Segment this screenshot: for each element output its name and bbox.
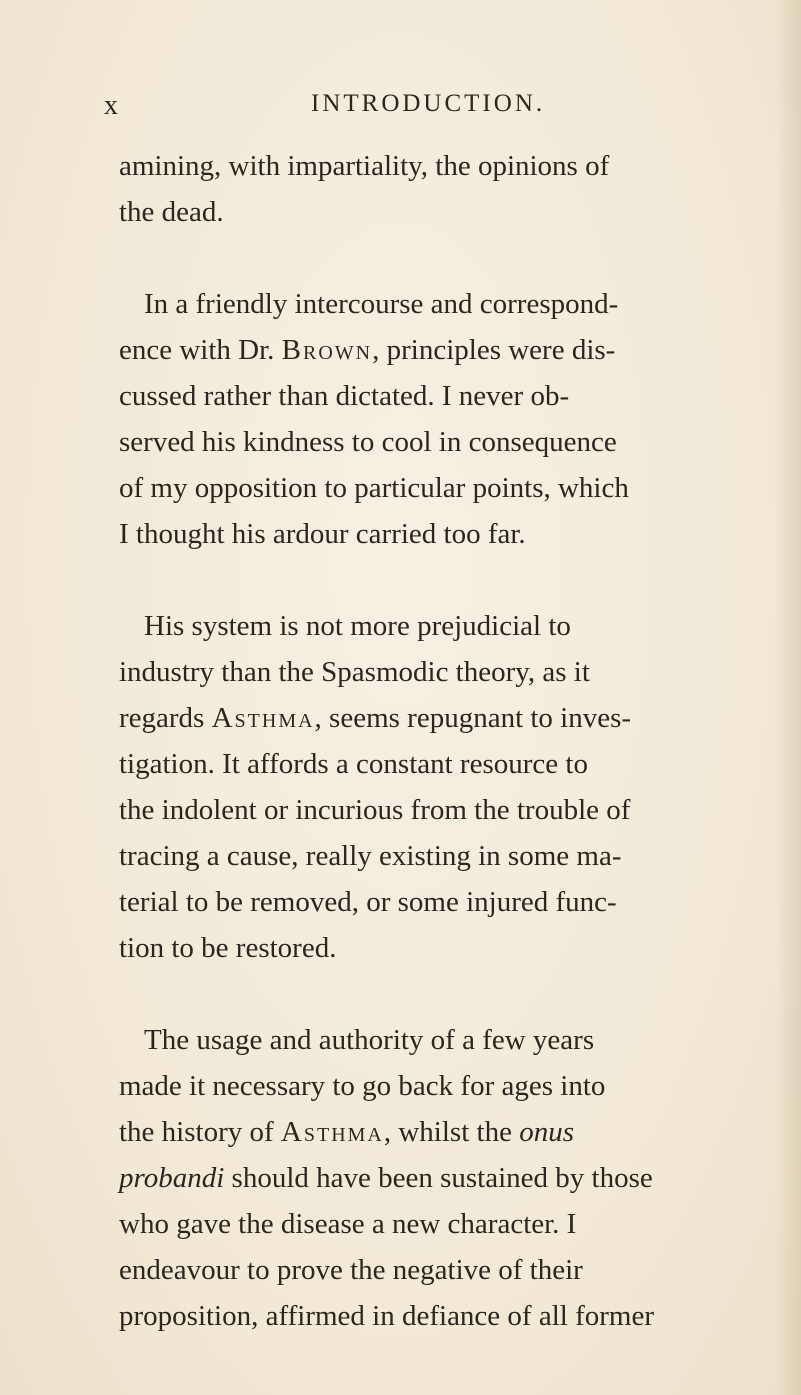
latin-onus: onus (519, 1116, 574, 1148)
text-run: should have been sustained by those (224, 1162, 653, 1194)
text-line (119, 1155, 679, 1201)
text-line: of my opposition to particular points, which (119, 472, 629, 504)
text-line: proposition, affirmed in defiance of all former (119, 1300, 654, 1332)
text-run: , seems repugnant to inves- (314, 702, 632, 734)
body-text (119, 143, 679, 1339)
text-line: tigation. It affords a constant resource to (119, 748, 588, 780)
text-line (119, 695, 679, 741)
text-line: the indolent or incurious from the trouble of (119, 794, 631, 826)
paragraph-4 (119, 1017, 679, 1339)
text-run: regards (119, 702, 212, 734)
page-number: x (104, 90, 119, 121)
running-head: INTRODUCTION. (311, 90, 546, 117)
text-line: served his kindness to cool in consequence (119, 426, 617, 458)
term-asthma: Asthma (211, 702, 315, 734)
page-header (0, 90, 801, 122)
text-line: I thought his ardour carried too far. (119, 518, 526, 550)
text-line: endeavour to prove the negative of their (119, 1254, 583, 1286)
paragraph-gap (119, 971, 679, 1017)
text-line: The usage and authority of a few years (144, 1024, 595, 1056)
text-line (119, 327, 679, 373)
paragraph-gap (119, 557, 679, 603)
name-brown: Brown (281, 334, 373, 366)
text-line: made it necessary to go back for ages into (119, 1070, 606, 1102)
text-line: tion to be restored. (119, 932, 337, 964)
text-line: terial to be removed, or some injured func- (119, 886, 617, 918)
text-line (119, 1109, 679, 1155)
text-run: ence with Dr. (119, 334, 282, 366)
text-line: who gave the disease a new character. I (119, 1208, 577, 1240)
text-line: His system is not more prejudicial to (144, 610, 571, 642)
paragraph-1 (119, 143, 679, 235)
page-edge-shadow (775, 0, 801, 1395)
text-run: the history of (119, 1116, 281, 1148)
text-line: industry than the Spasmodic theory, as it (119, 656, 590, 688)
text-run: , whilst the (383, 1116, 520, 1148)
text-line: tracing a cause, really existing in some ma- (119, 840, 622, 872)
text-line: the dead. (119, 196, 224, 228)
text-line: cussed rather than dictated. I never ob- (119, 380, 570, 412)
text-line: In a friendly intercourse and correspond- (144, 288, 619, 320)
paragraph-gap (119, 235, 679, 281)
paragraph-2 (119, 281, 679, 557)
term-asthma: Asthma (280, 1116, 384, 1148)
paragraph-3 (119, 603, 679, 971)
text-line: amining, with impartiality, the opinions of (119, 150, 610, 182)
latin-probandi: probandi (119, 1162, 225, 1194)
text-run: , principles were dis- (372, 334, 616, 366)
